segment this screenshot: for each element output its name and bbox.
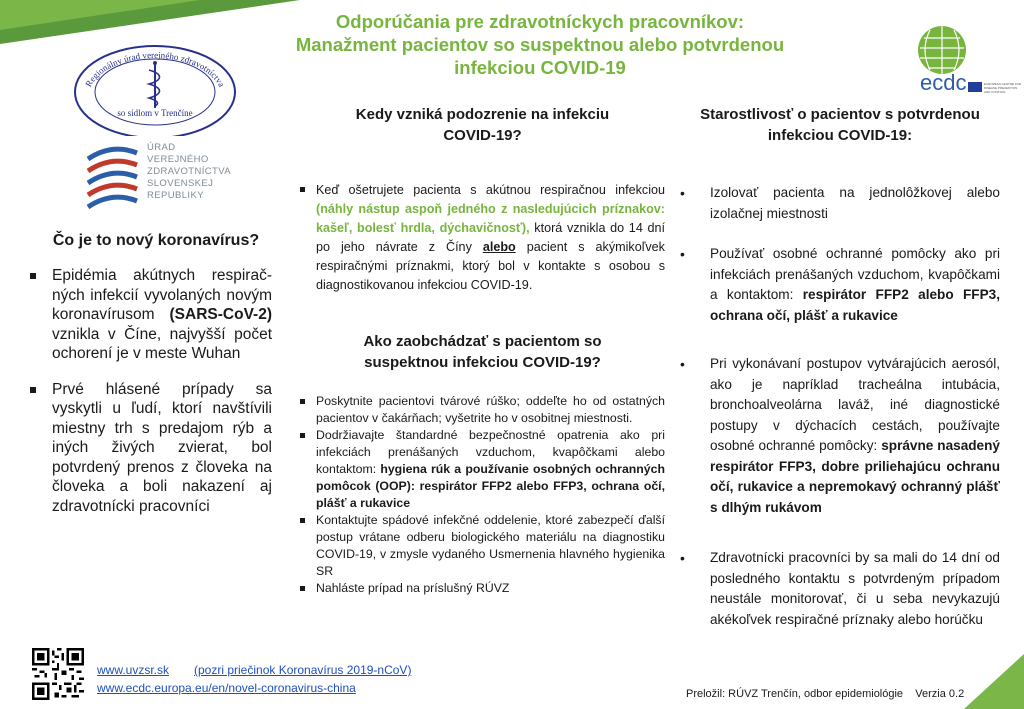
ecdc-subtitle-2: DISEASE PREVENTION (984, 86, 1018, 90)
ecdc-logo (906, 24, 1022, 104)
section-heading: Ako zaobchádzať s pacientom so suspektnou infekciou COVID-19? (363, 333, 602, 371)
regional-office-seal-logo (66, 36, 244, 136)
corner-decoration-bottom-right (964, 654, 1024, 709)
list-item: Epidémia akútnych respirač-ných infekcií vyvolaných novým koronavírusom (SARS-CoV-2) vznikla v Číne, najvyšší počet ochorení je v meste Wuhan (30, 266, 272, 364)
footer-translation-note: Preložil: RÚVZ Trenčín, odbor epidemiológie Verzia 0.2 (686, 688, 965, 700)
title-line-1: Odporúčania pre zdravotníckych pracovníkov: (335, 11, 745, 32)
list-item: • Izolovať pacienta na jednolôžkovej alebo izolačnej miestnosti (680, 183, 1000, 224)
title-line-2: Manažment pacientov so suspektnou alebo potvrdenou (295, 34, 785, 55)
section-heading: Čo je to nový koronavírus? (52, 232, 260, 249)
list-item: • Pri vykonávaní postupov vytvárajúcich aerosól, ako je napríklad tracheálna intubácia, bronchoalveolárna laváž, iné diagnostické postupy v dýchacích cestách, používajte osobné ochranné pomôcky: správne nasadený respirátor FFP3, dobre priliehajúcu ochranu očí, rukavice a nepremokavý ochranný plášť s dlhým rukávom (680, 354, 1000, 518)
list-item: Keď ošetrujete pacienta s akútnou respiračnou infekciou (náhly nástup aspoň jedného z nasledujúcich príznakov: kašeľ, bolesť hrdla, dýchavičnosť), ktorá vznikla do 14 dní po jeho návrate z Číny alebo pacient s akýmikoľvek respiračnými príznakmi, ktorý bol v kontakte s osobou s diagnostikovanou infekciou COVID-19. (300, 181, 665, 295)
section-heading: Kedy vzniká podozrenie na infekciu COVID-19? (355, 106, 610, 144)
ecdc-link[interactable]: www.ecdc.europa.eu/en/novel-coronavirus-china (97, 681, 356, 695)
page-title (255, 10, 825, 79)
corner-decoration-top-left-inner (0, 0, 200, 30)
ecdc-subtitle-1: EUROPEAN CENTRE FOR (984, 82, 1022, 86)
list-item: Prvé hlásené prípady sa vyskytli u ľudí, ktorí navštívili miestny trh s predajom rýb a iných živých zvierat, bol potvrdený prenos z človeka na človeka a boli nakazení aj zdravotnícki pracovníci (30, 380, 272, 517)
ecdc-subtitle-3: AND CONTROL (984, 90, 1006, 94)
list-item: Dodržiavajte štandardné bezpečnostné opatrenia ako pri infekciách prenášaných vzduchom, kvapôčkami alebo kontaktom: hygiena rúk a používanie osobných ochranných pomôcok (OOP): respirátor FFP2 alebo FFP3, ochrana očí, plášť a rukavice (300, 427, 665, 512)
seal-text-top: Regionálny úrad verejného zdravotníctva (83, 49, 227, 89)
list-item: • Používať osobné ochranné pomôcky ako pri infekciách prenášaných vzduchom, kvapôčkami a kontaktom: respirátor FFP2 alebo FFP3, ochrana očí, plášť a rukavice (680, 244, 1000, 326)
uvzsr-link-note[interactable]: (pozri priečinok Koronavírus 2019-nCoV) (194, 663, 412, 677)
list-item: Poskytnite pacientovi tvárové rúško; oddeľte ho od ostatných pacientov v čakárňach; vyšetrite ho v osobitnej miestnosti. (300, 393, 665, 427)
uvz-logo-text: ÚRAD VEREJNÉHO ZDRAVOTNÍCTVA SLOVENSKEJ REPUBLIKY (147, 142, 232, 201)
title-line-3: infekciou COVID-19 (454, 57, 626, 78)
list-item: Kontaktujte spádové infekčné oddelenie, ktoré zabezpečí ďalší postup vrátane odberu biologického materiálu na diagnostiku COVID-19, v zmysle vydaného Usmernenia hlavného hygienika SR (300, 512, 665, 580)
qr-code[interactable] (32, 648, 84, 700)
seal-text-bottom: so sídlom v Trenčíne (117, 108, 193, 118)
section-confirmed-care (680, 104, 1000, 650)
section-suspicion-and-handling (300, 104, 665, 597)
ecdc-wordmark: ecdc (920, 70, 967, 95)
section-what-is-coronavirus (30, 232, 272, 532)
list-item: Nahláste prípad na príslušný RÚVZ (300, 580, 665, 597)
uvzsr-link[interactable]: www.uvzsr.sk (97, 663, 170, 677)
list-item: • Zdravotnícki pracovníci by sa mali do 14 dní od posledného kontaktu s potvrdeným prípadom neustále monitorovať, či u seba nevykazujú akékoľvek respiračné príznaky alebo horúčku (680, 548, 1000, 630)
section-heading: Starostlivosť o pacientov s potvrdenou infekciou COVID-19: (700, 106, 980, 144)
